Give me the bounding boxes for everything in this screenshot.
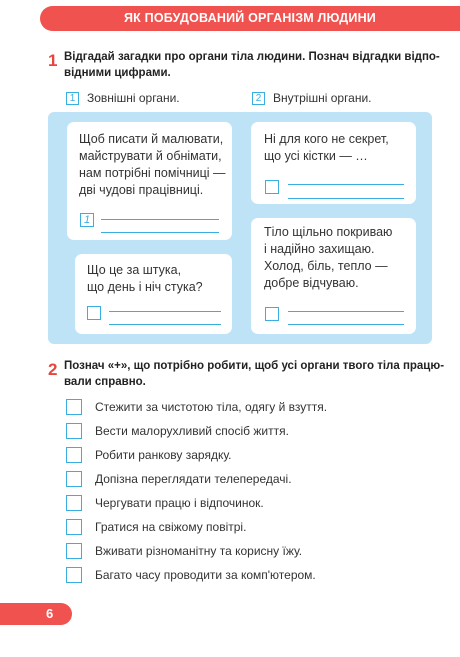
task-1-text-line: Відгадай загадки про органи тіла людини. Познач відгадки відпо- — [64, 51, 440, 63]
answer-box[interactable]: 1 — [80, 213, 94, 227]
checklist-item — [66, 542, 302, 560]
riddle-text — [79, 131, 226, 199]
legend-number-box: 2 — [252, 92, 265, 105]
answer-line — [288, 198, 404, 199]
riddle-line: Щоб писати й малювати, — [79, 132, 224, 146]
riddle-line: Ні для кого не секрет, — [264, 132, 389, 146]
checkbox[interactable] — [66, 567, 82, 583]
checklist-item — [66, 446, 231, 464]
checkbox[interactable] — [66, 471, 82, 487]
task-1-number: 1 — [48, 51, 58, 70]
riddle-card-skeleton — [251, 122, 416, 204]
answer-line — [109, 324, 221, 325]
checkbox[interactable] — [66, 519, 82, 535]
page-header — [40, 6, 460, 31]
legend-number-box: 1 — [66, 92, 79, 105]
riddle-line: що день і ніч стука? — [87, 280, 203, 294]
checklist-item-label: Робити ранкову зарядку. — [95, 448, 232, 462]
answer-box[interactable] — [265, 307, 279, 321]
riddle-card-hands — [67, 122, 232, 240]
checklist-item — [66, 398, 327, 416]
checklist-item — [66, 422, 289, 440]
task-1-text-line: відними цифрами. — [64, 67, 171, 79]
riddle-line: що усі кістки — … — [264, 149, 368, 163]
checklist-item — [66, 518, 246, 536]
page-title: ЯК ПОБУДОВАНИЙ ОРГАНІЗМ ЛЮДИНИ — [124, 11, 376, 25]
task-2-number: 2 — [48, 360, 58, 379]
riddle-line: Холод, біль, тепло — — [264, 259, 388, 273]
answer-line — [109, 311, 221, 312]
checklist-item-label: Багато часу проводити за комп'ютером. — [95, 568, 316, 582]
riddle-line: Тіло щільно покриваю — [264, 225, 393, 239]
page-number-bar — [0, 603, 72, 625]
checklist-item-label: Допізна переглядати телепередачі. — [95, 472, 292, 486]
task-2-text-line: Познач «+», що потрібно робити, щоб усі органи твого тіла працю- — [64, 360, 445, 372]
answer-line — [101, 232, 219, 233]
task-2-text-line: вали справно. — [64, 376, 146, 388]
riddle-line: і надійно захищаю. — [264, 242, 375, 256]
checklist-item-label: Чергувати працю і відпочинок. — [95, 496, 264, 510]
riddle-line: дві чудові працівниці. — [79, 183, 204, 197]
riddle-text — [264, 224, 392, 292]
checkbox[interactable] — [66, 423, 82, 439]
page-number: 6 — [46, 606, 54, 621]
checklist-item — [66, 494, 264, 512]
answer-line — [288, 311, 404, 312]
riddle-card-heart — [75, 254, 232, 334]
legend-label: Зовнішні органи. — [87, 91, 180, 105]
riddle-line: майструвати й обнімати, — [79, 149, 222, 163]
answer-line — [288, 184, 404, 185]
checkbox[interactable] — [66, 447, 82, 463]
riddles-panel — [48, 112, 432, 344]
riddle-line: Що це за штука, — [87, 263, 182, 277]
answer-box[interactable] — [265, 180, 279, 194]
answer-line — [101, 219, 219, 220]
checklist-item-label: Гратися на свіжому повітрі. — [95, 520, 247, 534]
checklist-item — [66, 470, 292, 488]
checklist-item-label: Вживати різноманітну та корисну їжу. — [95, 544, 303, 558]
checklist-item-label: Стежити за чистотою тіла, одягу й взуття. — [95, 400, 328, 414]
answer-line — [288, 324, 404, 325]
checkbox[interactable] — [66, 543, 82, 559]
riddle-line: нам потрібні помічниці — — [79, 166, 226, 180]
legend-internal — [252, 90, 372, 106]
checkbox[interactable] — [66, 495, 82, 511]
riddle-line: добре відчуваю. — [264, 276, 359, 290]
riddle-text — [87, 262, 203, 296]
legend-external — [66, 90, 180, 106]
legend-label: Внутрішні органи. — [273, 91, 372, 105]
riddle-card-skin — [251, 218, 416, 334]
answer-box[interactable] — [87, 306, 101, 320]
riddle-text — [264, 131, 389, 165]
checklist-item — [66, 566, 316, 584]
checklist-item-label: Вести малорухливий спосіб життя. — [95, 424, 289, 438]
checkbox[interactable] — [66, 399, 82, 415]
task-1-text — [64, 49, 440, 81]
task-2-text — [64, 358, 444, 390]
